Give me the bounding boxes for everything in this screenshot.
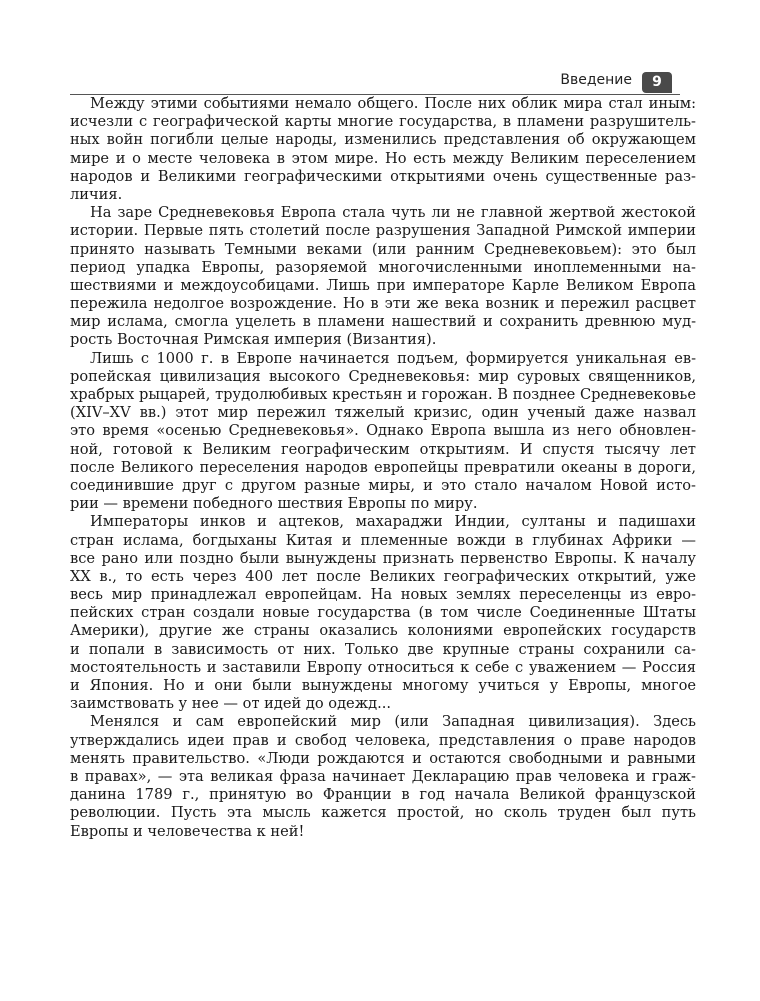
text-line: народов и Великими географическими открытиями очень существенные раз- — [70, 167, 696, 185]
paragraph — [70, 204, 696, 350]
text-line: мире и о месте человека в этом мире. Но есть между Великим переселением — [70, 149, 696, 167]
text-line: Америки), другие же страны оказались колониями европейских государств — [70, 622, 696, 640]
text-line: ной, готовой к Великим географическим открытиям. И спустя тысячу лет — [70, 440, 696, 458]
text-line: период упадка Европы, разоряемой многочисленными иноплеменными на- — [70, 258, 696, 276]
text-line: после Великого переселения народов европейцы превратили океаны в дороги, — [70, 458, 696, 476]
text-line: мир ислама, смогла уцелеть в пламени нашествий и сохранить древнюю муд- — [70, 313, 696, 331]
text-line: менять правительство. «Люди рождаются и остаются свободными и равными — [70, 749, 696, 767]
text-line: На заре Средневековья Европа стала чуть ли не главной жертвой жестокой — [90, 204, 696, 222]
text-line: Императоры инков и ацтеков, махараджи Индии, султаны и падишахи — [90, 513, 696, 531]
text-line: Между этими событиями немало общего. После них облик мира стал иным: — [90, 95, 696, 112]
body-text — [70, 95, 696, 841]
text-line: и попали в зависимость от них. Только две крупные страны сохранили са- — [70, 640, 696, 658]
text-line: это время «осенью Средневековья». Однако Европа вышла из него обновлен- — [70, 422, 696, 440]
text-line: исчезли с географической карты многие государства, в пламени разрушитель- — [70, 113, 696, 131]
text-line: шествиями и междоусобицами. Лишь при императоре Карле Великом Европа — [70, 276, 696, 294]
text-line: утверждались идеи прав и свобод человека, представления о праве народов — [70, 731, 696, 749]
text-line: данина 1789 г., принятую во Франции в год начала Великой французской — [70, 786, 696, 804]
text-line: Европы и человечества к ней! — [70, 822, 305, 840]
text-line: рость Восточная Римская империя (Византия). — [70, 331, 437, 349]
text-line: Менялся и сам европейский мир (или Западная цивилизация). Здесь — [90, 713, 696, 731]
text-line: (XIV–XV вв.) этот мир пережил тяжелый кризис, один ученый даже назвал — [70, 404, 696, 422]
paragraph — [70, 513, 696, 713]
text-line: революции. Пусть эта мысль кажется простой, но сколь труден был путь — [70, 804, 696, 822]
paragraph — [70, 713, 696, 840]
text-line: рии — времени победного шествия Европы по миру. — [70, 495, 478, 513]
text-line: весь мир принадлежал европейцам. На новых землях переселенцы из евро- — [70, 586, 696, 604]
text-line: мостоятельность и заставили Европу относиться к себе с уважением — Россия — [70, 658, 696, 676]
section-title: Введение — [560, 72, 632, 88]
text-line: пережила недолгое возрождение. Но в эти же века возник и пережил расцвет — [70, 295, 696, 313]
text-line: ных войн погибли целые народы, изменились представления об окружающем — [70, 131, 696, 149]
text-line: соединившие друг с другом разные миры, и это стало началом Новой исто- — [70, 476, 696, 494]
text-line: заимствовать у нее — от идей до одежд... — [70, 695, 392, 713]
text-line: стран ислама, богдыханы Китая и племенные вожди в глубинах Африки — — [70, 531, 696, 549]
text-line: пейских стран создали новые государства (в том числе Соединенные Штаты — [70, 604, 696, 622]
paragraph — [70, 350, 696, 514]
text-line: истории. Первые пять столетий после разрушения Западной Римской империи — [70, 222, 696, 240]
text-line: храбрых рыцарей, трудолюбивых крестьян и горожан. В позднее Средневековье — [70, 386, 696, 403]
text-line: ропейская цивилизация высокого Средневековья: мир суровых священников, — [70, 367, 696, 385]
text-line: личия. — [70, 185, 123, 203]
text-line: в правах», — эта великая фраза начинает Декларацию прав человека и граж- — [70, 767, 696, 785]
text-line: XX в., то есть через 400 лет после Великих географических открытий, уже — [70, 567, 696, 585]
text-line: все рано или поздно были вынуждены признать первенство Европы. К началу — [70, 549, 696, 567]
text-line: Лишь с 1000 г. в Европе начинается подъем, формируется уникальная ев- — [90, 349, 696, 367]
page-number-badge: 9 — [642, 72, 672, 93]
paragraph — [70, 95, 696, 204]
text-line: и Япония. Но и они были вынуждены многому учиться у Европы, многое — [70, 677, 696, 694]
text-line: принято называть Темными веками (или ранним Средневековьем): это был — [70, 240, 696, 258]
running-header — [70, 70, 680, 95]
